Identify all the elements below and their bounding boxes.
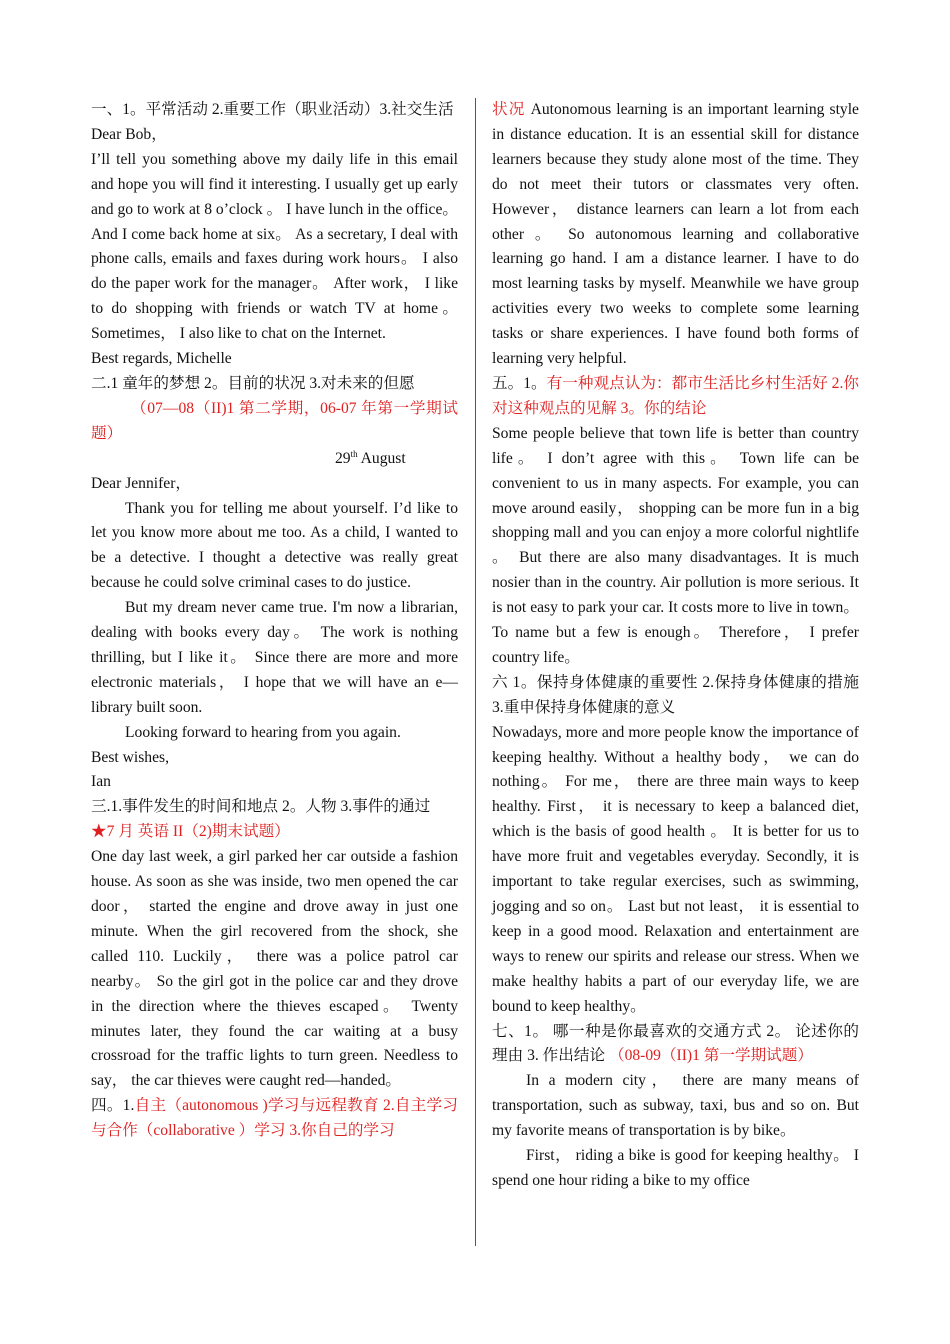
section-5-prefix: 五。1。 — [492, 374, 547, 392]
right-column — [492, 98, 859, 1194]
section-2-signature: Ian — [91, 773, 111, 791]
section-4-heading — [91, 1094, 458, 1144]
left-column — [91, 98, 458, 1144]
section-2-paragraph-2: But my dream never came true. I'm now a librarian, dealing with books every day。 The work is nothing thrilling, but I like it。 Since there are more and more electronic materials， I hope that we will have an e—library built soon. — [91, 599, 458, 716]
date-month: August — [357, 449, 406, 467]
section-4-topic-cont: 状况 — [492, 101, 526, 118]
section-7-paragraph-2: First， riding a bike is good for keeping healthy。 I spend one hour riding a bike to my office — [492, 1147, 859, 1189]
date-day: 29 — [335, 449, 351, 467]
column-divider — [475, 98, 476, 1246]
section-2-date — [91, 447, 458, 472]
section-7-paragraph-1: In a modern city， there are many means of transportation, such as subway, taxi, bus and so on. But my favorite means of transportation is by bike。 — [492, 1072, 859, 1140]
section-1-salutation: Dear Bob， — [91, 125, 167, 143]
section-2-source: （07—08（II)1 第二学期，06-07 年第一学期试题） — [91, 399, 458, 442]
section-2-salutation: Dear Jennifer， — [91, 474, 192, 492]
section-4-topic: 自主（autonomous )学习与远程教育 2.自主学习与合作（collaborative ）学习 3.你自己的学习 — [91, 1097, 458, 1140]
section-3-heading: 三.1.事件发生的时间和地点 2。人物 3.事件的通过 — [91, 798, 431, 816]
section-2-closing: Best wishes, — [91, 748, 169, 766]
section-5-heading — [492, 372, 859, 422]
section-4-continued — [492, 98, 859, 372]
section-4-prefix: 四。1. — [91, 1097, 135, 1115]
section-1-closing: Best regards, Michelle — [91, 350, 232, 368]
section-1-heading: 一、1。平常活动 2.重要工作（职业活动）3.社交生活 — [91, 101, 454, 118]
section-4-body: Autonomous learning is an important learning style in distance education. It is an essential skill for distance learners because they study alone most of the time. They do not meet their tutors or classmates very often. However， distance learners can learn a lot from each other 。 So autonomous learning and collaborative learning go hand. I am a distance learner. I have to do most learning tasks by myself. Meanwhile we have group activities every two weeks to complete some learning tasks or share experiences. I have found both forms of learning very helpful. — [492, 101, 859, 368]
section-7-source: （08-09（II)1 第一学期试题） — [608, 1047, 813, 1065]
section-6-heading: 六 1。保持身体健康的重要性 2.保持身体健康的措施 3.重申保持身体健康的意义 — [492, 673, 859, 716]
section-3-body: One day last week, a girl parked her car outside a fashion house. As soon as she was inside, two men opened the car door， started the engine and drove away in just one minute. When the girl recovered from the shock, she called 110. Luckily， there was a police patrol car nearby。 So the girl got in the police car and they drove in the direction where the thieves escaped。 Twenty minutes later, they found the car waiting at a busy crossroad for the traffic lights to turn green. Needless to say， the car thieves were caught red—handed。 — [91, 848, 458, 1090]
section-6-body: Nowadays, more and more people know the importance of keeping healthy. Without a healthy body， we can do nothing。 For me， there are three main ways to keep healthy. First， it is necessary to keep a balanced diet, which is the basis of good health 。 It is better for us to have more fruit and vegetables everyday. Secondly, it is important to take regular exercises, such as swimming, jogging and so on。 Last but not least， it is essential to keep in a good mood. Relaxation and entertainment are ways to renew our spirits and release our stress. When we make healthy habits a part of our everyday life, we are bound to keep healthy。 — [492, 723, 859, 1015]
section-2-heading: 二.1 童年的梦想 2。目前的状况 3.对未来的但愿 — [91, 374, 415, 392]
section-5-body: Some people believe that town life is better than country life。 I don’t agree with this。 Town life can be convenient to us in many aspects. For example, you can move around easily， shopping can be more fun in a big shopping mall and you can enjoy a more colorful nightlife 。 But there are also many disadvantages. It is much nosier than in the country. Air pollution is more serious. It is not easy to park your car. It costs more to live in town。 To name but a few is enough。 Therefore， I prefer country life。 — [492, 424, 859, 666]
section-7-heading — [492, 1020, 859, 1070]
date-suffix: th — [350, 448, 358, 459]
section-7-topic: 七、1。 哪一种是你最喜欢的交通方式 2。 论述你的理由 3. 作出结论 — [492, 1022, 859, 1065]
section-1-body: I’ll tell you something above my daily life in this email and hope you will find it interesting. I usually get up early and go to work at 8 o’clock 。 I have lunch in the office。 And I come back home at six。 As a secretary, I deal with phone calls, emails and faxes during work hours。 I also do the paper work for the manager。 After work， I like to do shopping with friends or watch TV at home。 Sometimes， I also like to chat on the Internet. — [91, 150, 458, 343]
section-2-paragraph-3: Looking forward to hearing from you again. — [125, 723, 401, 741]
section-3-source: ★7 月 英语 II（2)期末试题） — [91, 823, 290, 841]
section-5-topic: 有一种观点认为：都市生活比乡村生活好 2.你对这种观点的见解 3。你的结论 — [492, 374, 859, 417]
section-2-paragraph-1: Thank you for telling me about yourself. I’d like to let you know more about me too. As a child, I wanted to be a detective. I thought a detective was really great because he could solve criminal cases to do justice. — [91, 499, 458, 592]
